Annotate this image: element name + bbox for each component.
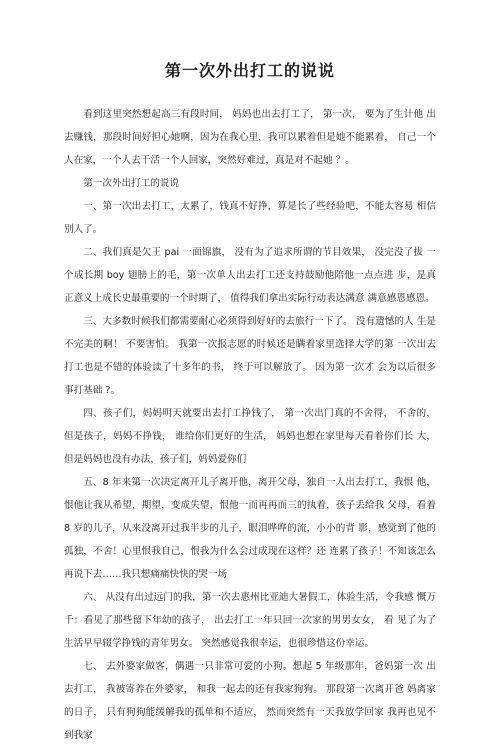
paragraph-intro: 看到这里突然想起高三有段时间， 妈妈也出去打工了， 第一次， 要为了生计他 出去赚钱，那段时间好担心她啊，因为在我心里，我可以累着但是她不能累着， 自己一个人在家，一个人去干活一个人回家，突然好难过，真是对不起她 ？。	[64, 109, 436, 166]
paragraph-item-6: 六、 从没有出过远门的我，第一次去惠州比亚迪大暑假工，体验生活，令我感 慨万千：看见了那些留下年幼的孩子， 出去打工一年只回一次家的男男女女， 看 见了为了生活早早辍学挣钱的青年男女。 突然感觉我很幸运，也很珍惜这份幸运。	[64, 592, 436, 649]
paragraph-item-3: 三、大多数时候我们都需要耐心必须得到好好的去旅行一下了。 没有遗憾的人 生是不完美的啊！ 不要害怕。 我第一次报志愿的时候还是瞒着家里选择大学的第 一次出去打工也是不错的体验读了十多年的书， 终于可以解放了。 因为第一次才 会为以后很多事打基础 ?。	[64, 316, 436, 396]
paragraph-item-4: 四、孩子们，妈妈明天就要出去打工挣钱了， 第一次出门真的不舍得， 不舍的， 但是孩子，妈妈不挣钱， 谁给你们更好的生活， 妈妈也想在家里每天看着你们长 大，但是妈妈也没有办法，孩子们，妈妈爱你们	[64, 408, 440, 465]
document-title: 第一次外出打工的说说	[164, 61, 335, 80]
paragraph-item-2: 二、我们真是欠王 pai 一面锦旗， 没有为了追求所谓的节目效果， 没完没了拔 一个成长期 boy 翅膀上的毛，第一次单人出去打工还支持鼓励他陪他一点点进 步，是真正意义上成长史最重要的一个时期了， 值得我们拿出实际行动表达满意 满意感恩感恩。	[64, 247, 436, 304]
paragraph-subtitle: 第一次外出打工的说说	[83, 178, 180, 189]
paragraph-item-1: 一、第一次出去打工，太累了，钱真不好挣，算是长了些经验吧，不能太容易 相信别人了。	[64, 201, 436, 235]
paragraph-item-7: 七、 去外婆家做客，偶遇一只非常可爱的小狗。想起 5 年级那年，爸妈第一次 出去打工， 我被寄养在外婆家， 和我一起去的还有我家狗狗。 那段第一次离开爸 妈离家的日子， 只有狗狗能缓解我的孤单和不适应， 然而突然有一天我放学回家 我再也见不到我家	[64, 661, 436, 741]
paragraph-item-5: 五、8 年来第一次决定离开儿子离开他，离开父母，独自一人出去打工，我恨 他，恨他让我从希望，期望，变成失望，恨他一而再再而三的执着，孩子丢给我 父母，看着 8 岁的儿子，从来没离开过我半步的儿子，眼泪哗哗的流，小小的背 影，感觉到了他的孤独，不舍！心里恨我自己，恨我为什么会过成现在这样？还 连累了孩子！不知该怎么再说下去……我只想痛痛快快的哭一场	[64, 477, 440, 580]
